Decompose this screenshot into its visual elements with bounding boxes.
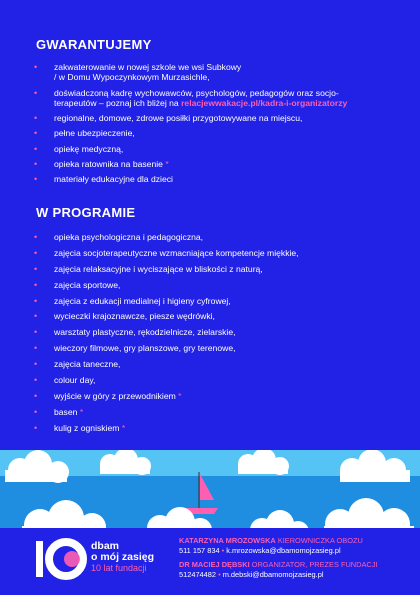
- contact-name: KATARZYNA MROZOWSKA: [179, 536, 276, 545]
- bullet-icon: •: [34, 143, 38, 154]
- bullet-icon: •: [34, 263, 38, 274]
- contact-email[interactable]: m.debski@dbamomojzasieg.pl: [222, 569, 324, 579]
- contact-role: KIEROWNICZKA OBOZU: [277, 536, 363, 545]
- list-item: • zajęcia taneczne,: [34, 359, 121, 370]
- list-item: • opieka psychologiczna i pedagogiczna,: [34, 232, 204, 242]
- guarantee-list: [34, 62, 384, 189]
- list-item: • wycieczki krajoznawcze, piesze wędrówki,: [34, 311, 215, 322]
- program-list: [34, 232, 384, 439]
- foundation-logo: [34, 535, 90, 583]
- contact-phone[interactable]: 512474482: [179, 569, 216, 579]
- guarantee-heading: GWARANTUJEMY: [36, 37, 152, 52]
- list-item: • zajęcia socjoterapeutyczne wzmacniające kompetencje miękkie,: [34, 247, 299, 258]
- bullet-icon: •: [34, 406, 38, 417]
- logo-text: dbam o mój zasięg 10 lat fundacji: [91, 540, 155, 573]
- list-item: • zajęcia sportowe,: [34, 279, 121, 290]
- list-item: • doświadczoną kadrę wychowawców, psychologów, pedagogów oraz socjo- terapeutów – poznaj ich bliżej na relacjewwakacje.pl/kadra-i-organizatorzy: [34, 87, 348, 108]
- list-item: • warsztaty plastyczne, rękodzielnicze, zielarskie,: [34, 327, 236, 338]
- list-item: • zajęcia relaksacyjne i wyciszające w bliskości z naturą,: [34, 263, 263, 274]
- list-item: • zakwaterowanie w nowej szkole we wsi Subkowy / w Domu Wypoczynkowym Murzasichle,: [34, 62, 242, 83]
- bullet-icon: •: [34, 62, 38, 72]
- list-item: • regionalne, domowe, zdrowe posiłki przygotowywane na miejscu,: [34, 113, 303, 123]
- bullet-icon: •: [34, 422, 38, 433]
- list-item: • opiekę medyczną,: [34, 143, 124, 154]
- bullet-icon: •: [34, 327, 38, 338]
- asterisk-icon: *: [79, 406, 84, 417]
- contacts: KATARZYNA MROZOWSKA KIEROWNICZKA OBOZU 511 157 834 • k.mrozowska@dbamomojzasieg.pl DR MACIEJ DĘBSKI ORGANIZATOR, PREZES FUNDACJI 512474482 • m.debski@dbamomojzasieg.pl: [179, 536, 378, 579]
- bullet-icon: •: [34, 390, 38, 401]
- contact-phone[interactable]: 511 157 834: [179, 545, 220, 555]
- bullet-icon: •: [34, 247, 38, 258]
- list-item: • wyjście w góry z przewodnikiem *: [34, 390, 182, 401]
- asterisk-icon: *: [178, 390, 182, 401]
- bullet-icon: •: [34, 232, 38, 242]
- staff-link[interactable]: relacjewwakacje.pl/kadra-i-organizatorzy: [181, 97, 348, 108]
- bullet-icon: •: [34, 375, 38, 386]
- contact-email[interactable]: k.mrozowska@dbamomojzasieg.pl: [226, 545, 341, 555]
- list-item: • wieczory filmowe, gry planszowe, gry terenowe,: [34, 343, 236, 354]
- list-item: • pełne ubezpieczenie,: [34, 128, 135, 139]
- bullet-icon: •: [34, 343, 38, 354]
- bullet-icon: •: [34, 311, 38, 322]
- bullet-icon: •: [34, 87, 38, 98]
- contact-name: DR MACIEJ DĘBSKI: [179, 560, 250, 570]
- bullet-icon: •: [34, 279, 38, 290]
- asterisk-icon: *: [121, 422, 126, 433]
- side-note: [371, 232, 387, 430]
- bullet-icon: •: [34, 113, 38, 123]
- list-item: • kulig z ogniskiem *: [34, 422, 126, 433]
- list-item: • colour day,: [34, 375, 96, 386]
- bullet-icon: •: [34, 359, 38, 370]
- bullet-icon: •: [34, 295, 38, 306]
- list-item: • basen *: [34, 406, 84, 417]
- contact-role: ORGANIZATOR, PREZES FUNDACJI: [251, 560, 378, 570]
- bullet-icon: •: [34, 174, 38, 185]
- asterisk-icon: *: [165, 158, 169, 169]
- bullet-icon: •: [34, 158, 38, 169]
- list-item: • opieka ratownika na basenie *: [34, 158, 169, 169]
- footer: [0, 528, 420, 595]
- list-item: • zajęcia z edukacji medialnej i higieny cyfrowej,: [34, 295, 231, 306]
- list-item: • materiały edukacyjne dla dzieci: [34, 174, 173, 185]
- program-heading: W PROGRAMIE: [36, 205, 136, 220]
- bullet-icon: •: [34, 128, 38, 139]
